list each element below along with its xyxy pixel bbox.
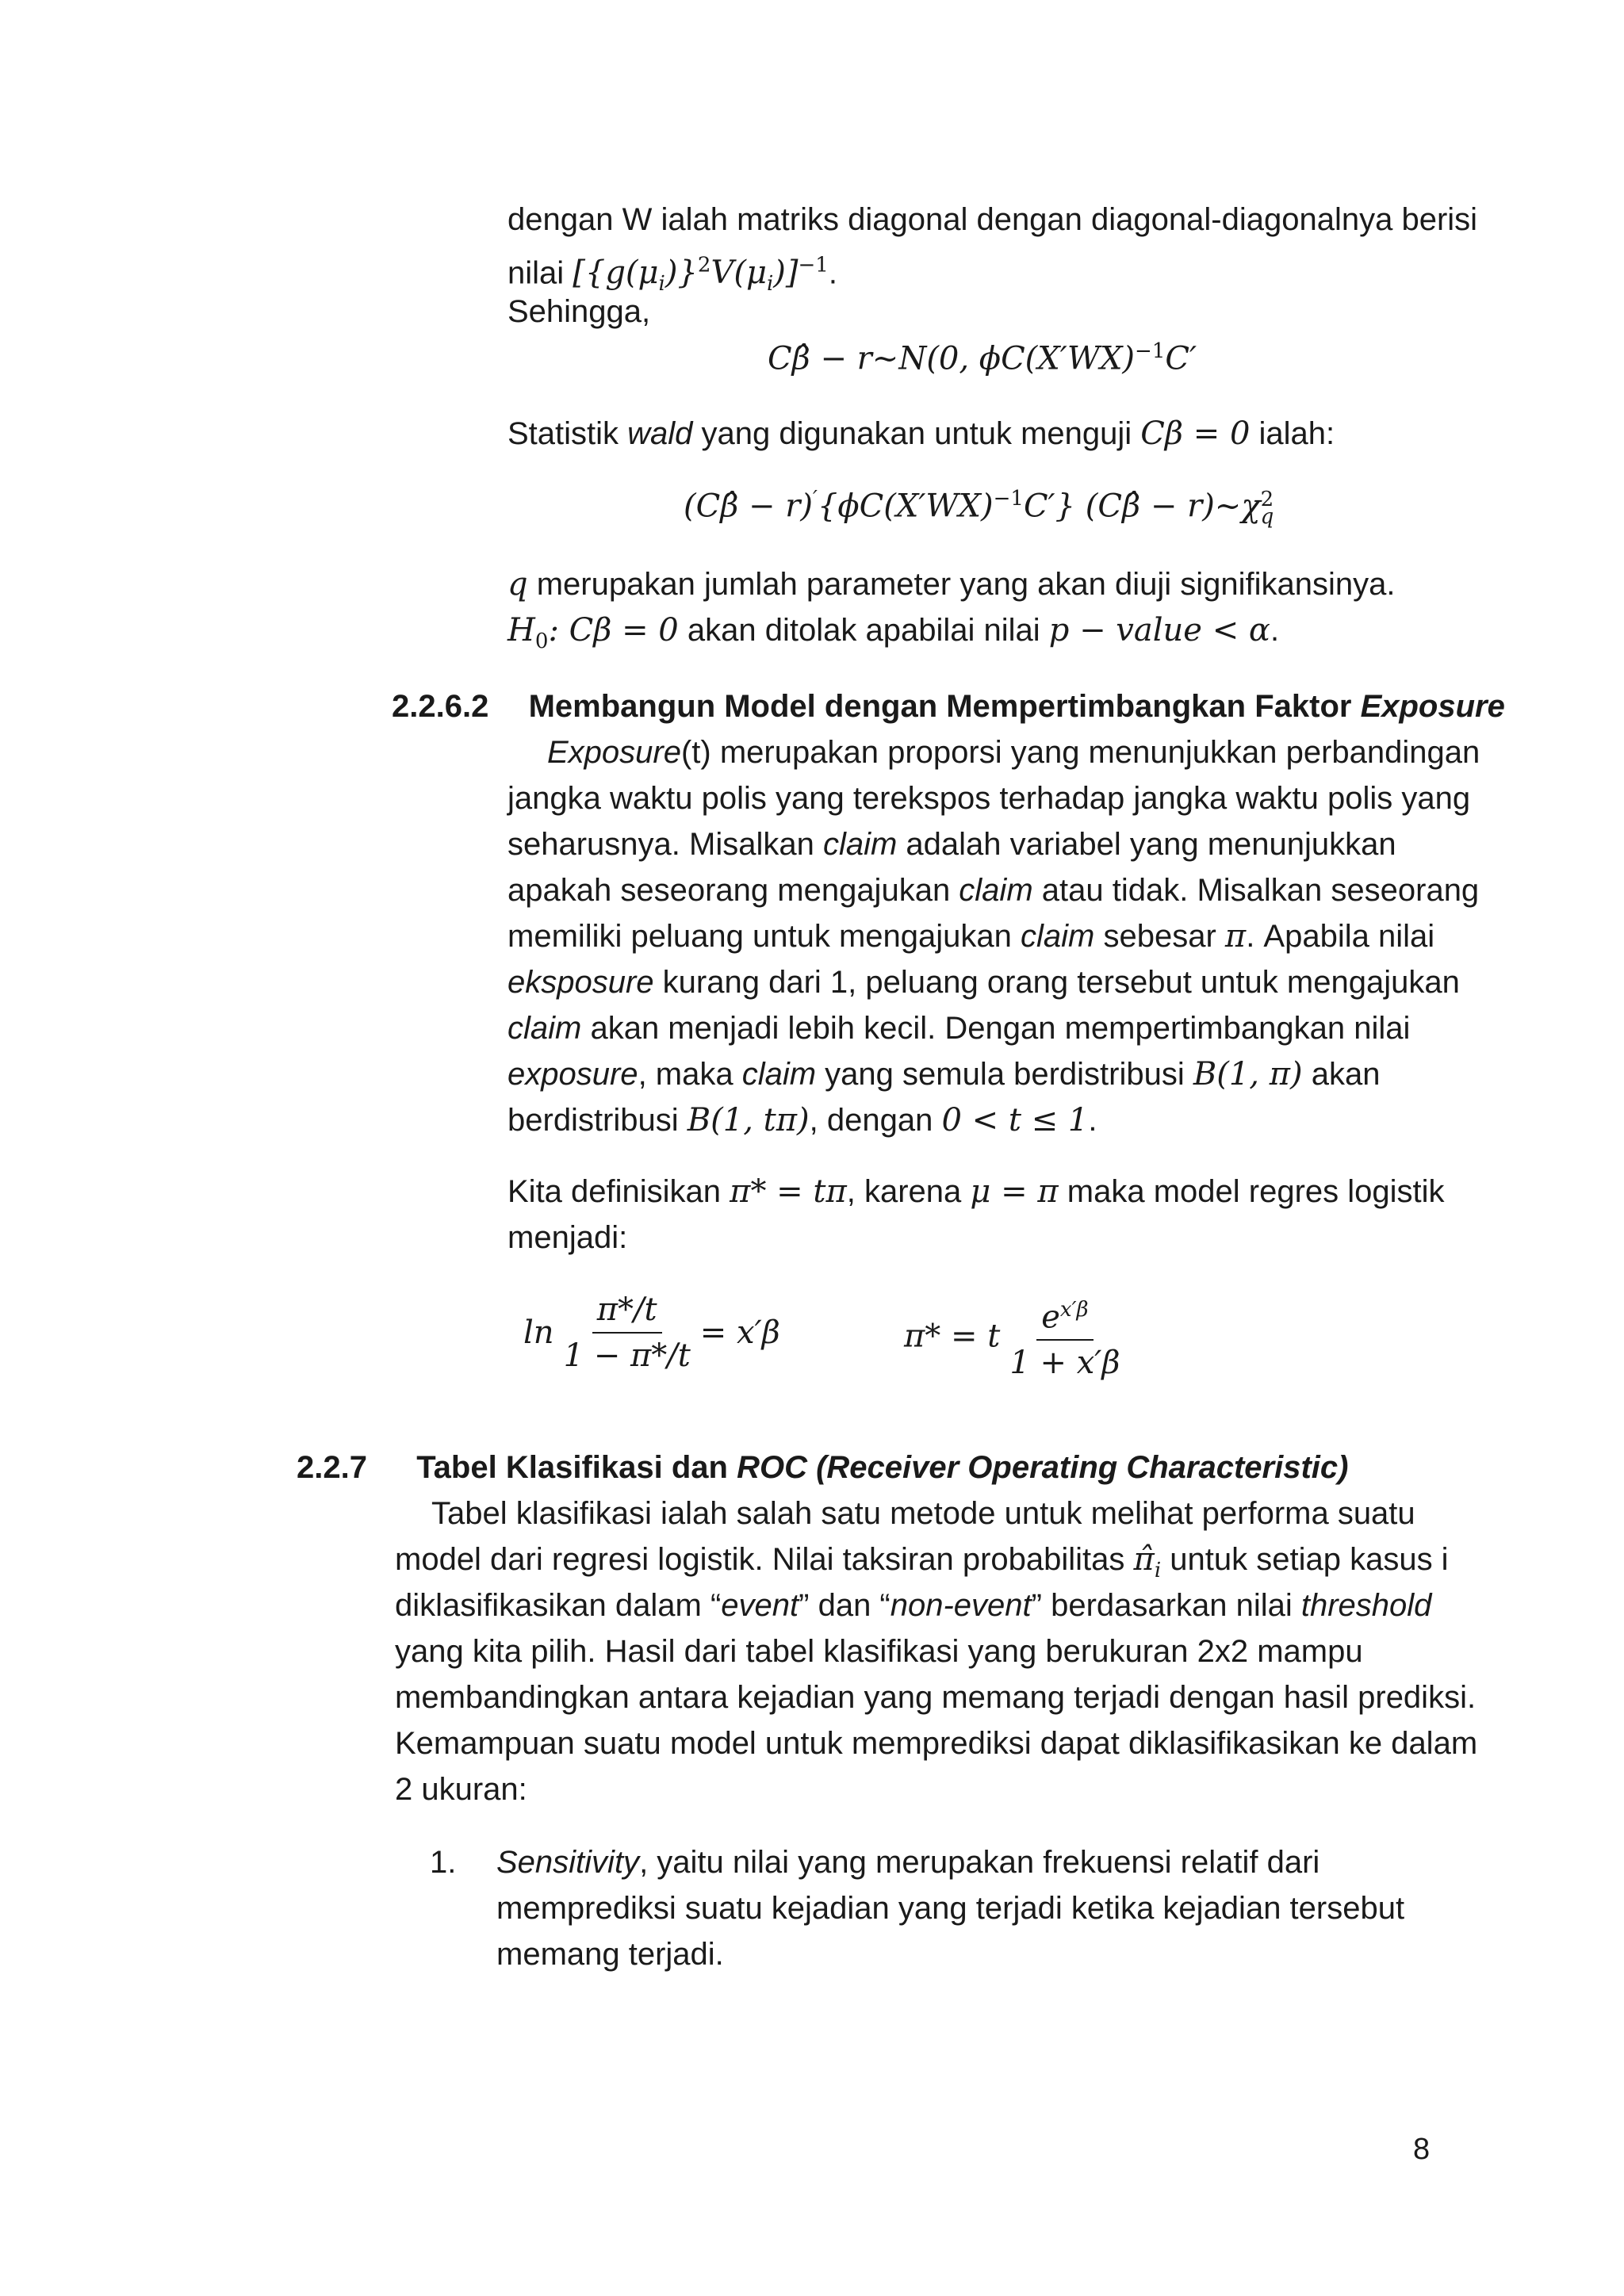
define-para-line-2: menjadi: bbox=[508, 1220, 628, 1255]
equation-logit-exposure: ln $\frac{\pi*/t}{1 - \pi*/t}$ = x′β bbox=[523, 1292, 780, 1374]
section-heading-2-2-7: 2.2.7 Tabel Klasifikasi dan ROC (Receiver Operating Characteristic) bbox=[297, 1450, 1349, 1485]
table-para-line-1: Tabel klasifikasi ialah salah satu metode untuk melihat performa suatu bbox=[431, 1496, 1415, 1531]
h0-line: $H_0$: Cβ = 0 akan ditolak apabilai nilai p − value < α. bbox=[508, 612, 1280, 653]
list-item-number: 1. bbox=[430, 1845, 457, 1880]
exposure-para-line-6: eksposure kurang dari 1, peluang orang tersebut untuk mengajukan bbox=[508, 965, 1460, 1000]
intro-line-1: dengan W ialah matriks diagonal dengan diagonal-diagonalnya berisi bbox=[508, 202, 1478, 237]
table-para-line-7: 2 ukuran: bbox=[395, 1772, 527, 1807]
equation-wald-statistic: (Cβ̂ − $r)'\{\phi C(X'WX)^{-1}C'\}$ (Cβ̂ − r)~χ 2 q bbox=[684, 487, 1274, 530]
exposure-para-line-8: exposure, maka claim yang semula berdistribusi B(1, π) akan bbox=[508, 1056, 1381, 1093]
wald-line: Statistik wald yang digunakan untuk menguji Cβ = 0 ialah: bbox=[508, 415, 1335, 452]
define-para-line-1: Kita definisikan π* = tπ, karena μ = π maka model regres logistik bbox=[508, 1173, 1445, 1210]
table-para-line-6: Kemampuan suatu model untuk memprediksi dapat diklasifikasikan ke dalam bbox=[395, 1726, 1478, 1761]
exposure-para-line-7: claim akan menjadi lebih kecil. Dengan mempertimbangkan nilai bbox=[508, 1011, 1411, 1046]
exposure-para-line-9: berdistribusi B(1, tπ), dengan 0 < t ≤ 1. bbox=[508, 1102, 1097, 1138]
equation-wald-distribution: Cβ̂ − r~N(0, $\phi C(X'WX)^{-1}C'$ bbox=[768, 339, 1197, 377]
exposure-para-line-2: jangka waktu polis yang terekspos terhadap jangka waktu polis yang bbox=[508, 781, 1471, 816]
exposure-para-line-4: apakah seseorang mengajukan claim atau tidak. Misalkan seseorang bbox=[508, 873, 1480, 908]
exposure-para-line-5: memiliki peluang untuk mengajukan claim sebesar π. Apabila nilai bbox=[508, 918, 1435, 955]
equation-probability-exposure: π* = t $\frac{e^{x'\beta}}{1 + x'\beta}$ bbox=[904, 1291, 1129, 1382]
intro-line-2: nilai $[\{g(\mu_i)\}^2V(\mu_i)]^{-1}$. bbox=[508, 254, 837, 297]
list-item-line-2: memprediksi suatu kejadian yang terjadi ketika kejadian tersebut bbox=[496, 1891, 1405, 1926]
q-line: q merupakan jumlah parameter yang akan diuji signifikansinya. bbox=[508, 566, 1396, 603]
section-heading-2-2-6-2: 2.2.6.2 Membangun Model dengan Mempertimbangkan Faktor Exposure bbox=[392, 689, 1505, 724]
table-para-line-3: diklasifikasikan dalam “event” dan “non-event” berdasarkan nilai threshold bbox=[395, 1588, 1432, 1623]
page-number: 8 bbox=[1413, 2133, 1431, 2166]
table-para-line-2: model dari regresi logistik. Nilai taksiran probabilitas $\pî_i$ untuk setiap kasus i bbox=[395, 1541, 1449, 1582]
list-item-line-3: memang terjadi. bbox=[496, 1937, 724, 1972]
table-para-line-5: membandingkan antara kejadian yang memang terjadi dengan hasil prediksi. bbox=[395, 1680, 1477, 1715]
list-item-line-1: Sensitivity, yaitu nilai yang merupakan frekuensi relatif dari bbox=[496, 1845, 1320, 1880]
exposure-para-line-3: seharusnya. Misalkan claim adalah variabel yang menunjukkan bbox=[508, 827, 1396, 862]
intro-line-3: Sehingga, bbox=[508, 294, 651, 329]
table-para-line-4: yang kita pilih. Hasil dari tabel klasifikasi yang berukuran 2x2 mampu bbox=[395, 1634, 1363, 1669]
exposure-para-line-1: Exposure(t) merupakan proporsi yang menunjukkan perbandingan bbox=[547, 735, 1480, 770]
